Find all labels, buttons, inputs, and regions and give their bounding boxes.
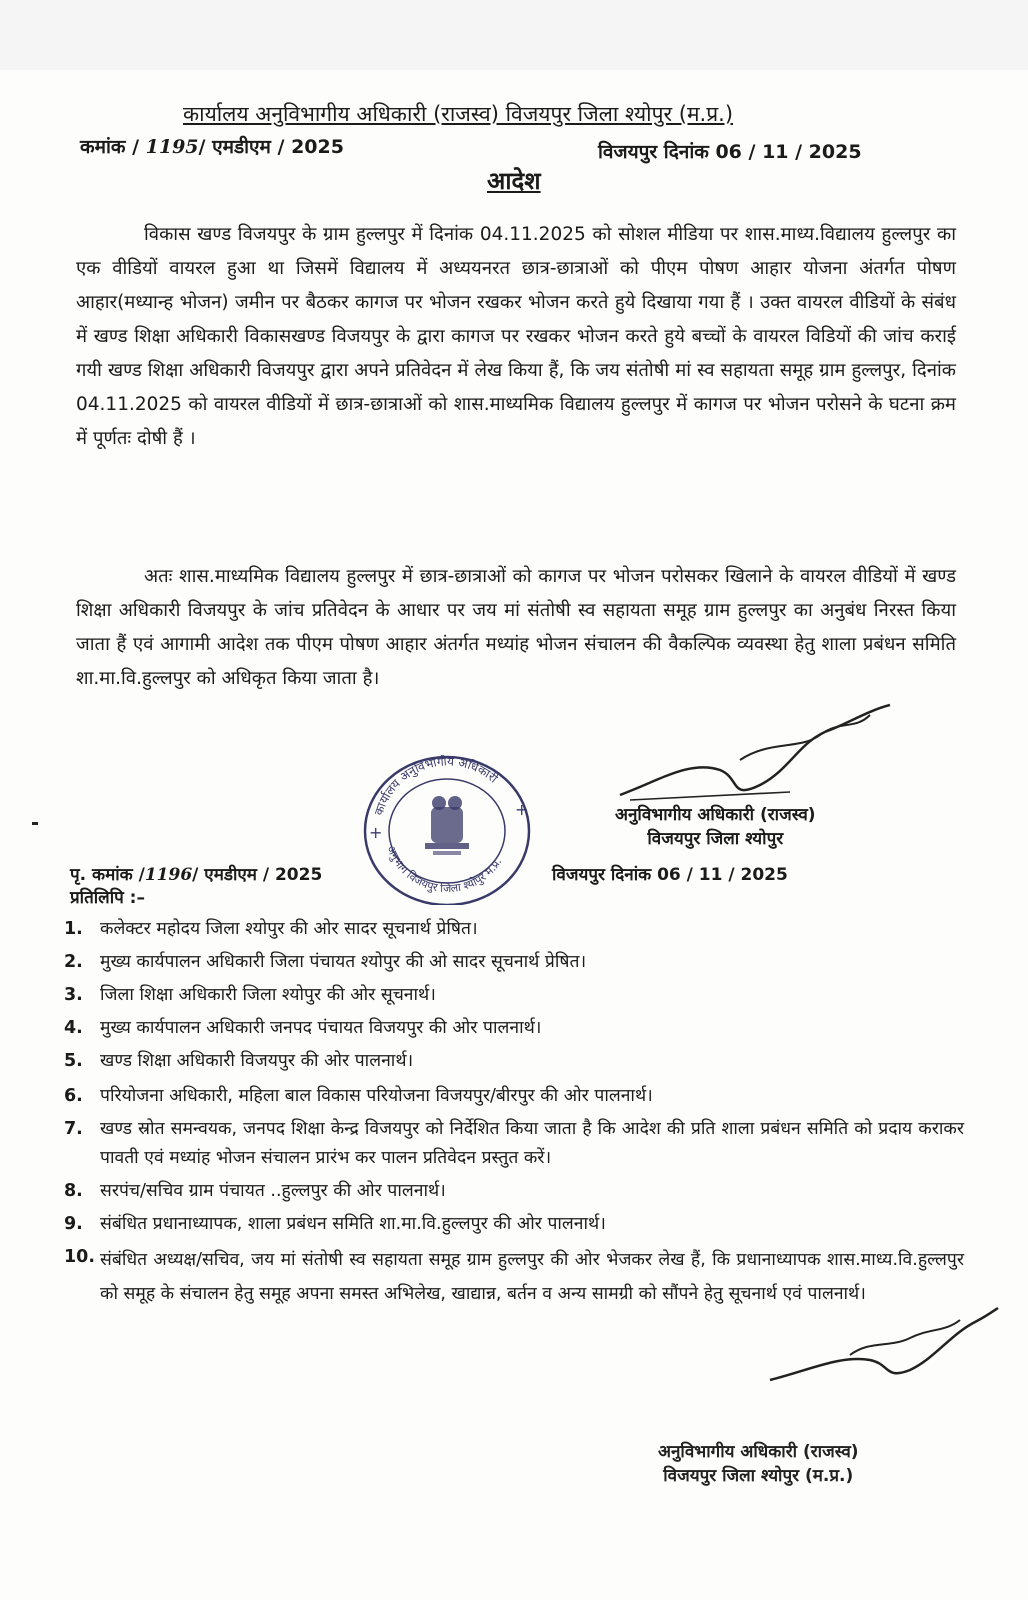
list-item-text: संबंधित प्रधानाध्यापक, शाला प्रबंधन समिति शा.मा.वि.हुल्लपुर की ओर पालनार्थ।	[100, 1214, 606, 1234]
seal-star-left-icon: +	[369, 823, 383, 842]
copy-ref-prefix: पृ. कमांक /	[70, 865, 145, 885]
list-item	[64, 981, 964, 1010]
signatory-2-location: विजयपुर जिला श्योपुर (म.प्र.)	[663, 1466, 854, 1486]
list-item	[64, 948, 964, 977]
list-item-text: खण्ड स्रोत समन्वयक, जनपद शिक्षा केन्द्र विजयपुर को निर्देशित किया जाता है कि आदेश की प्रति शाला प्रबंधन समिति को प्रदाय कराकर पावती एवं मध्यांह भोजन संचालन प्रारंभ कर पालन प्रतिवेदन प्रस्तुत करें।	[100, 1119, 964, 1168]
list-item	[64, 1210, 964, 1239]
copy-ref-suffix: / एमडीएम / 2025	[192, 865, 323, 885]
top-bar	[0, 0, 1028, 70]
ref-prefix: कमांक /	[80, 136, 146, 158]
copy-heading: प्रतिलिपि :–	[70, 888, 145, 908]
list-item-number: 5.	[64, 1051, 83, 1071]
list-item	[64, 915, 964, 944]
order-reference-number	[80, 133, 344, 159]
list-item-text: संबंधित अध्यक्ष/सचिव, जय मां संतोषी स्व सहायता समूह ग्राम हुल्लपुर की ओर भेजकर लेख हैं, कि प्रधानाध्यापक शास.माध्य.वि.हुल्लपुर को समूह के संचालन हेतु समूह अपना समस्त अभिलेख, खाद्यान्न, बर्तन व अन्य सामग्री को सौंपने हेतु सूचनार्थ एवं पालनार्थ।	[100, 1250, 964, 1304]
signatory-1-location: विजयपुर जिला श्योपुर	[647, 829, 784, 849]
list-item-text: मुख्य कार्यपालन अधिकारी जनपद पंचायत विजयपुर की ओर पालनार्थ।	[100, 1018, 542, 1038]
copy-reference-number	[70, 862, 322, 885]
list-item-text: मुख्य कार्यपालन अधिकारी जिला पंचायत श्योपुर की ओ सादर सूचनार्थ प्रेषित।	[100, 952, 587, 972]
order-paragraph-1: विकास खण्ड विजयपुर के ग्राम हुल्लपुर में दिनांक 04.11.2025 को सोशल मीडिया पर शास.माध्य.विद्यालय हुल्लपुर का एक वीडियों वायरल हुआ था जिसमें विद्यालय में अध्ययनरत छात्र-छात्राओं को पीएम पोषण आहार योजना अंतर्गत पोषण आहार(मध्यान्ह भोजन) जमीन पर बैठकर कागज पर भोजन रखकर भोजन करते हुये दिखाया गया हैं । उक्त वायरल वीडियों के संबंध में खण्ड शिक्षा अधिकारी विकासखण्ड विजयपुर के द्वारा कागज पर रखकर भोजन करते हुये बच्चों के वायरल विडियों की जांच कराई गयी खण्ड शिक्षा अधिकारी विजयपुर द्वारा अपने प्रतिवेदन में लेख किया हैं, कि जय संतोषी मां स्व सहायता समूह ग्राम हुल्लपुर, दिनांक 04.11.2025 को वायरल वीडियों में छात्र-छात्राओं को शास.माध्यमिक विद्यालय हुल्लपुर में कागज पर भोजन परोसने के घटना क्रम में पूर्णतः दोषी हैं ।	[76, 224, 956, 449]
seal-star-right-icon: +	[515, 800, 529, 819]
order-paragraph-2: अतः शास.माध्यमिक विद्यालय हुल्लपुर में छात्र-छात्राओं को कागज पर भोजन परोसकर खिलाने के वायरल वीडियों में खण्ड शिक्षा अधिकारी विजयपुर के जांच प्रतिवेदन के आधार पर जय मां संतोषी स्व सहायता समूह ग्राम हुल्लपुर का अनुबंध निरस्त किया जाता हैं एवं आगामी आदेश तक पीएम पोषण आहार अंतर्गत मध्यांह भोजन संचालन की वैकल्पिक व्यवस्था हेतु शाला प्रबंधन समिति शा.मा.वि.हुल्लपुर को अधिकृत किया जाता है।	[76, 566, 956, 689]
list-item-number: 4.	[64, 1018, 83, 1038]
signature-1	[600, 700, 900, 820]
signatory-2-block	[658, 1440, 859, 1488]
signatory-1-block	[615, 803, 816, 851]
list-item	[64, 1047, 964, 1076]
list-item	[64, 1082, 964, 1111]
ref-suffix: / एमडीएम / 2025	[198, 136, 344, 158]
list-item-text: जिला शिक्षा अधिकारी जिला श्योपुर की ओर सूचनार्थ।	[100, 985, 436, 1005]
list-item-number: 1.	[64, 919, 83, 939]
office-title: कार्यालय अनुविभागीय अधिकारी (राजस्व) विजयपुर जिला श्योपुर (म.प्र.)	[183, 102, 734, 126]
list-item	[64, 1014, 964, 1043]
signature-2	[760, 1300, 1000, 1410]
seal-top-text: कार्यालय अनुविभागीय अधिकारी	[371, 754, 501, 818]
list-item-number: 8.	[64, 1181, 83, 1201]
list-item-number: 10.	[64, 1247, 96, 1267]
list-item-text: परियोजना अधिकारी, महिला बाल विकास परियोजना विजयपुर/बीरपुर की ओर पालनार्थ।	[100, 1086, 653, 1106]
list-item-text: कलेक्टर महोदय जिला श्योपुर की ओर सादर सूचनार्थ प्रेषित।	[100, 919, 478, 939]
state-emblem-icon	[425, 796, 469, 855]
list-item-number: 3.	[64, 985, 83, 1005]
list-item	[64, 1115, 964, 1173]
copy-distribution-list	[64, 915, 964, 1315]
signatory-2-designation: अनुविभागीय अधिकारी (राजस्व)	[658, 1442, 859, 1462]
copy-place-date: विजयपुर दिनांक 06 / 11 / 2025	[552, 865, 788, 885]
official-seal	[355, 745, 540, 905]
copy-ref-number-handwritten: 1196	[144, 865, 193, 885]
seal-bottom-text: अनुभाग विजयपुर जिला श्योपुर म.प्र.	[384, 844, 505, 896]
order-heading: आदेश	[487, 167, 541, 195]
scan-mark	[32, 822, 38, 825]
list-item-number: 7.	[64, 1119, 83, 1139]
list-item	[64, 1177, 964, 1206]
order-place-date: विजयपुर दिनांक 06 / 11 / 2025	[598, 141, 862, 163]
ref-number-handwritten: 1195	[145, 136, 199, 158]
list-item-number: 2.	[64, 952, 83, 972]
list-item-number: 6.	[64, 1086, 83, 1106]
list-item-text: सरपंच/सचिव ग्राम पंचायत ..हुल्लपुर की ओर पालनार्थ।	[100, 1181, 446, 1201]
signatory-1-designation: अनुविभागीय अधिकारी (राजस्व)	[615, 805, 816, 825]
list-item-text: खण्ड शिक्षा अधिकारी विजयपुर की ओर पालनार्थ।	[100, 1051, 414, 1071]
list-item-number: 9.	[64, 1214, 83, 1234]
